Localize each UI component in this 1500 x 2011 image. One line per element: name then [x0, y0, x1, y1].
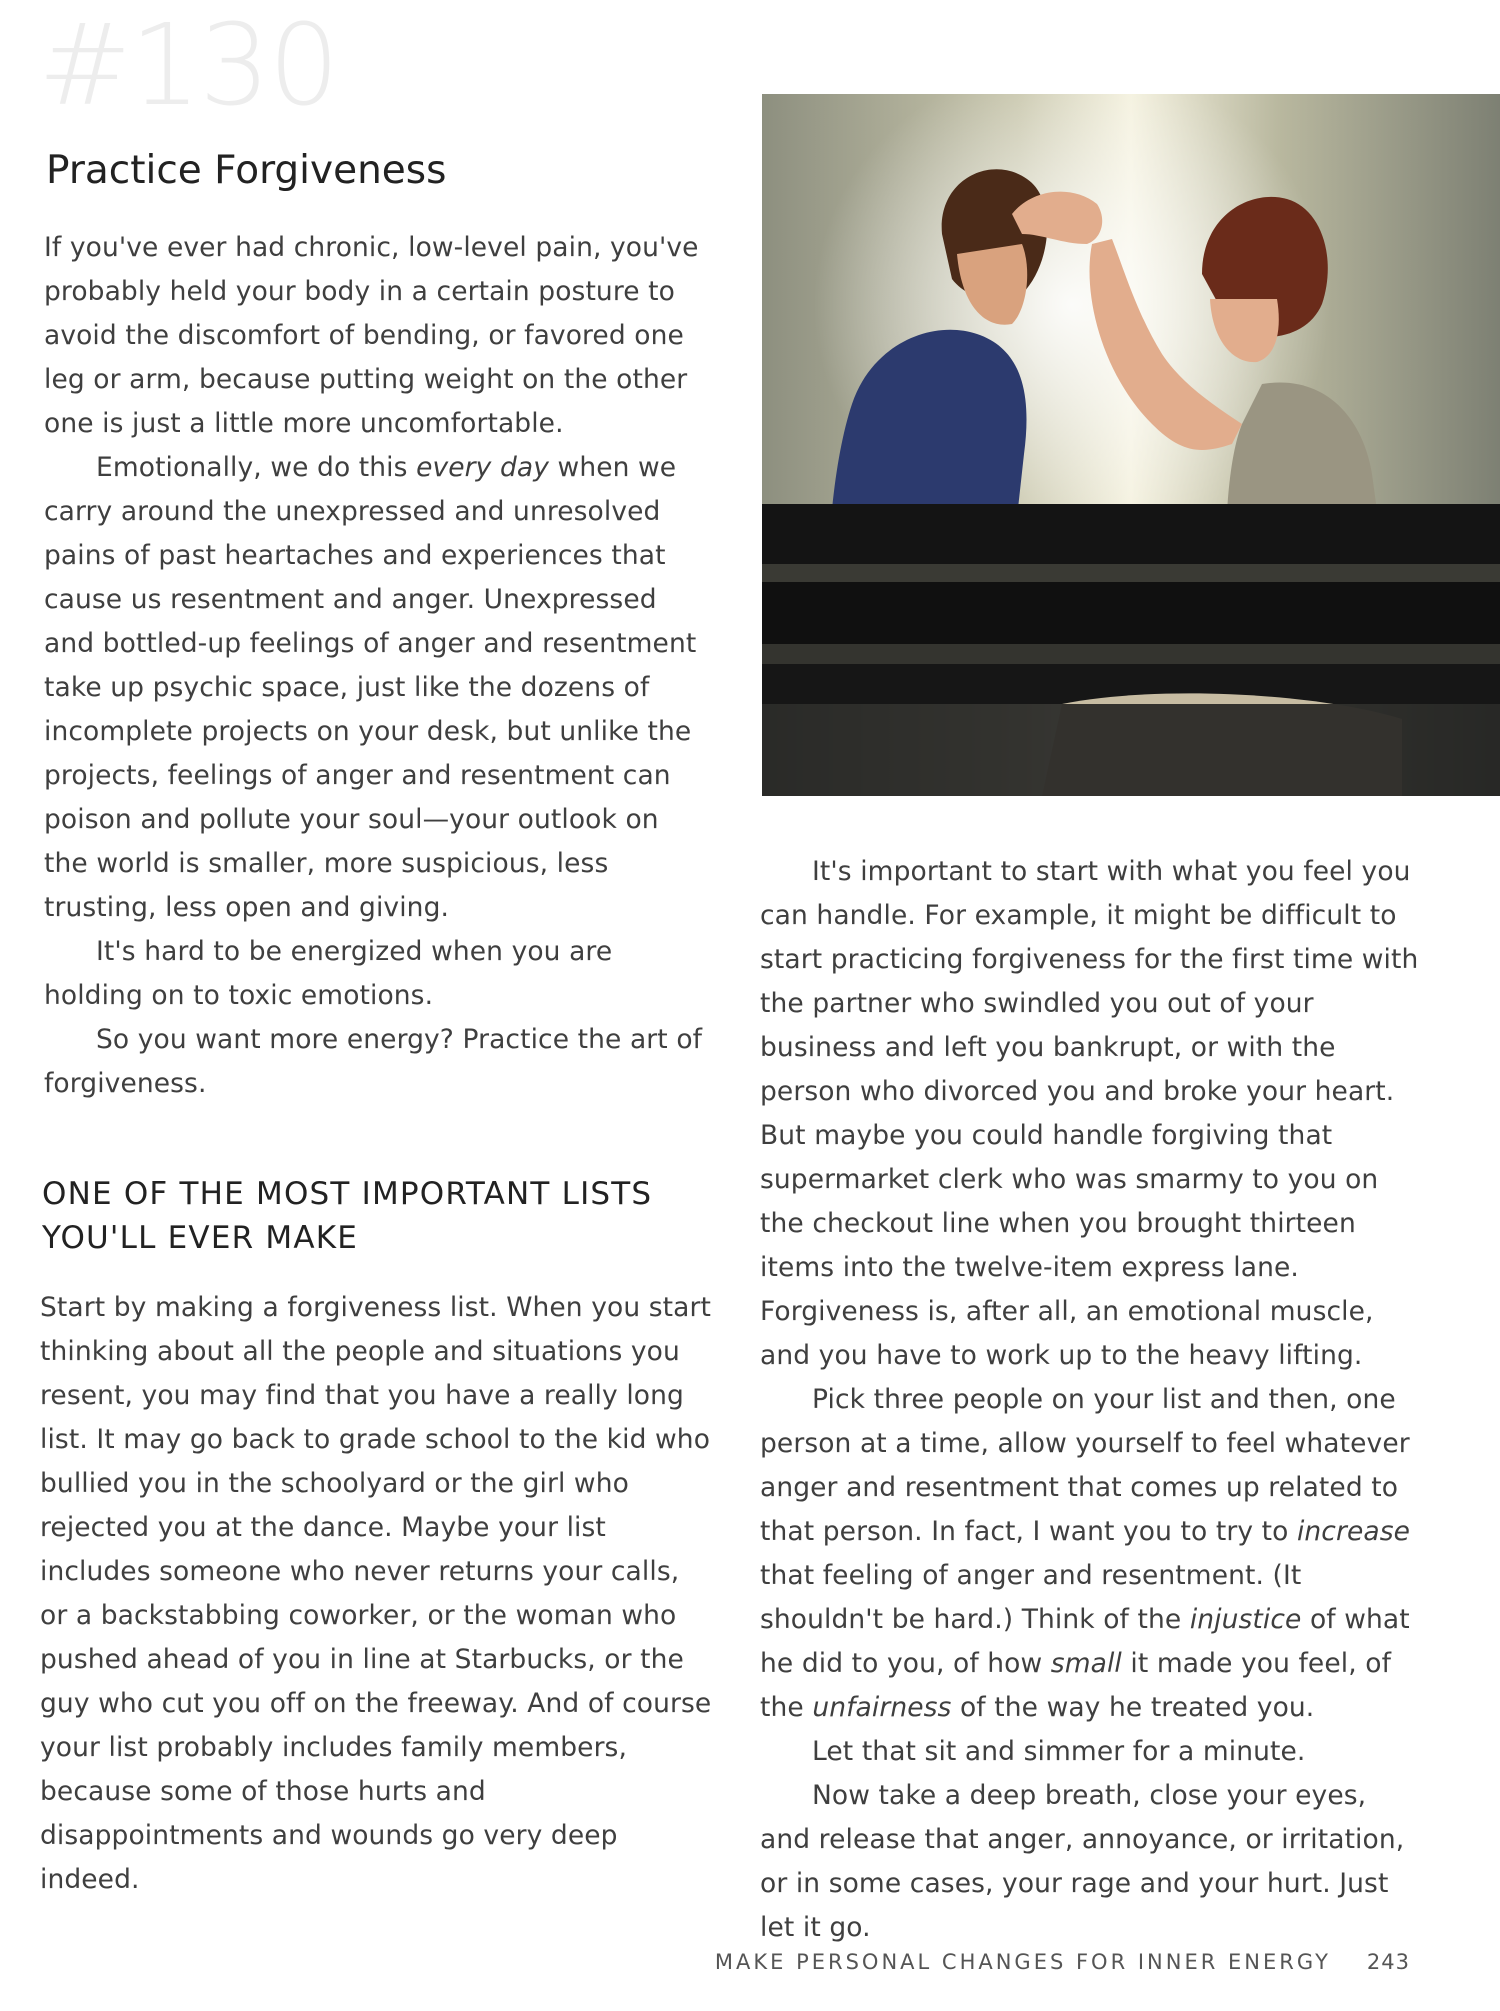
page-number: 243: [1366, 1950, 1410, 1974]
right-paragraph-2: Pick three people on your list and then, one person at a time, allow yourself to feel whatever anger and resentment that comes up related to that person. In fact, I want you to try to increase that feeling of anger and resentment. (It shouldn't be hard.) Think of the injustice of what he did to you, of how small it made you feel, of the unfairness of the way he treated you.: [760, 1384, 1411, 1723]
intro-paragraph-2: Emotionally, we do this every day when we carry around the unexpressed and unresolved pains of past heartaches and experiences that cause us resentment and anger. Unexpressed and bottled-up feelings of anger and resentment take up psychic space, just like the dozens of incomplete projects on your desk, but unlike the projects, feelings of anger and resentment can poison and pollute your soul—your outlook on the world is smaller, more suspicious, less trusting, less open and giving.: [44, 452, 697, 923]
page-footer: [715, 1950, 1410, 1974]
list-section-text: [40, 1286, 712, 1902]
page-title: Practice Forgiveness: [46, 148, 447, 193]
intro-text: [44, 226, 704, 1106]
tip-number: #130: [38, 1, 338, 131]
right-column-text: [760, 850, 1420, 1950]
footer-section-title: MAKE PERSONAL CHANGES FOR INNER ENERGY: [714, 1950, 1331, 1974]
right-paragraph-1: It's important to start with what you feel you can handle. For example, it might be difficult to start practicing forgiveness for the first time with the partner who swindled you out of your business and left you bankrupt, or with the person who divorced you and broke your heart. But maybe you could handle forgiving that supermarket clerk who was smarmy to you on the checkout line when you brought thirteen items into the twelve-item express lane. Forgiveness is, after all, an emotional muscle, and you have to work up to the heavy lifting.: [760, 856, 1419, 1371]
intro-paragraph-4: So you want more energy? Practice the art of forgiveness.: [44, 1024, 703, 1099]
section-heading: ONE OF THE MOST IMPORTANT LISTS YOU'LL EVER MAKE: [42, 1176, 653, 1256]
right-paragraph-4: Now take a deep breath, close your eyes, and release that anger, annoyance, or irritation, or in some cases, your rage and your hurt. Just let it go.: [760, 1780, 1405, 1943]
right-paragraph-3: Let that sit and simmer for a minute.: [812, 1736, 1306, 1767]
list-paragraph-1: Start by making a forgiveness list. When you start thinking about all the people and situations you resent, you may find that you have a really long list. It may go back to grade school to the kid who bullied you in the schoolyard or the girl who rejected you at the dance. Maybe your list includes someone who never returns your calls, or a backstabbing coworker, or the woman who pushed ahead of you in line at Starbucks, or the guy who cut you off on the freeway. And of course your list probably includes family members, because some of those hurts and disappointments and wounds go very deep indeed.: [40, 1292, 712, 1895]
intro-paragraph-3: It's hard to be energized when you are holding on to toxic emotions.: [44, 936, 613, 1011]
intro-paragraph-1: If you've ever had chronic, low-level pain, you've probably held your body in a certain posture to avoid the discomfort of bending, or favored one leg or arm, because putting weight on the other one is just a little more uncomfortable.: [44, 232, 699, 439]
couple-bench-photo: [762, 94, 1500, 796]
